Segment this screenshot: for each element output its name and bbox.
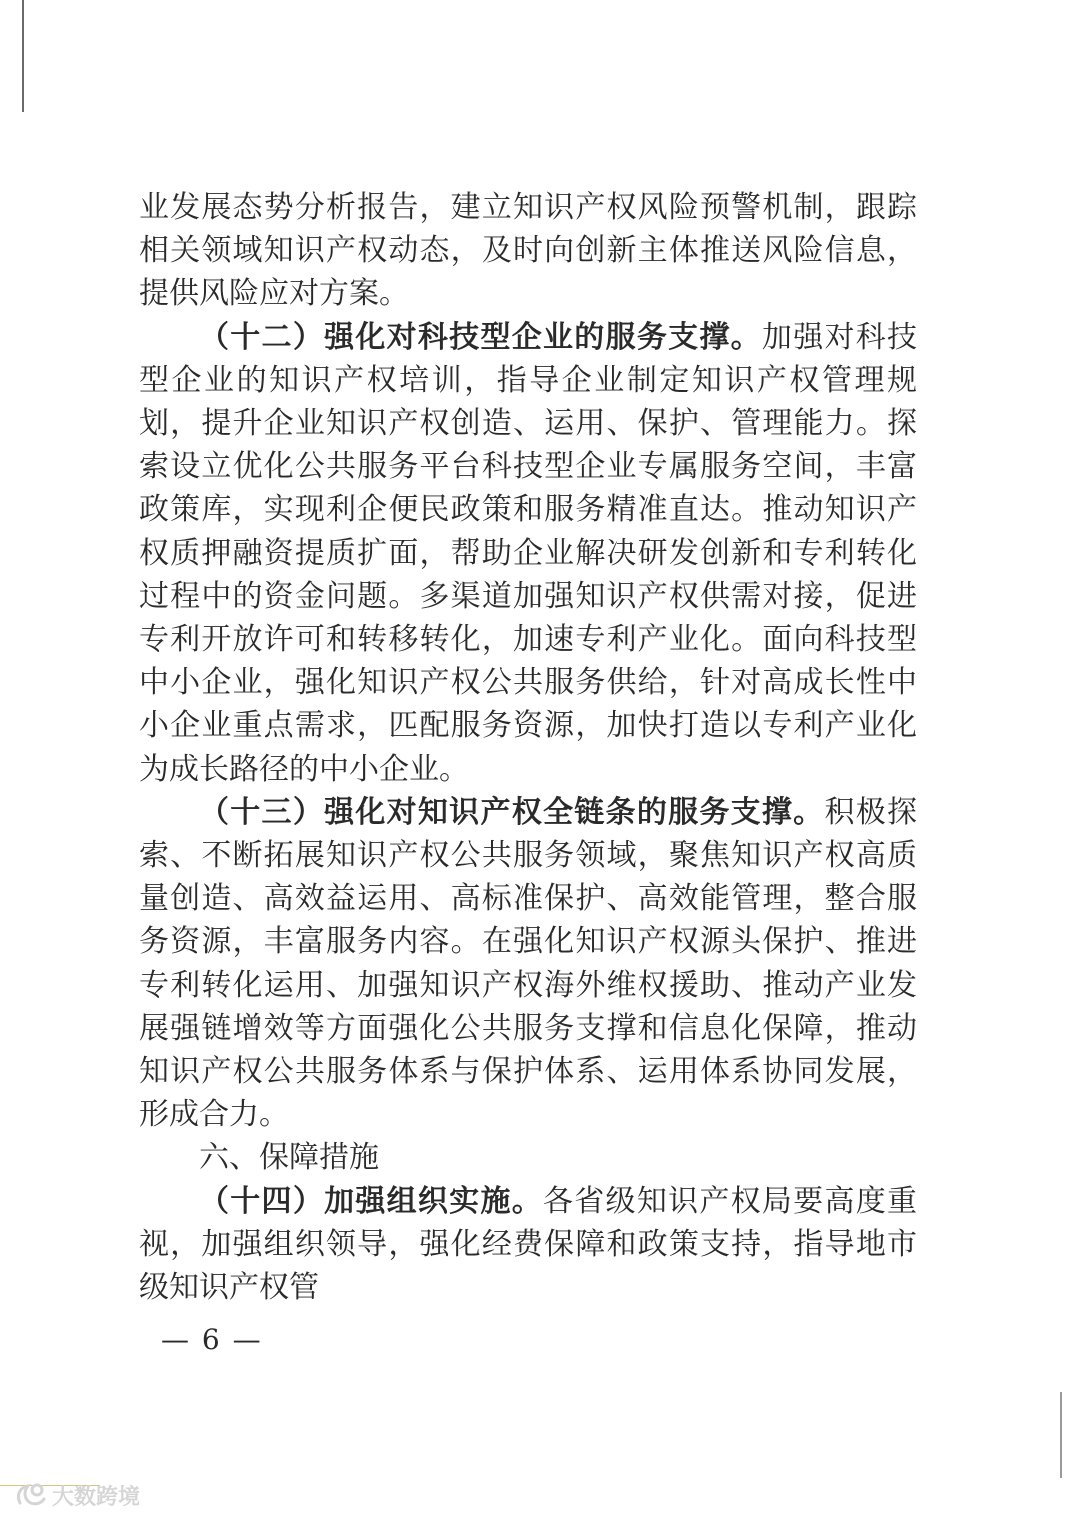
page-number: — 6 — [161, 1323, 263, 1356]
scan-edge-right [1060, 1392, 1062, 1478]
watermark-text: 大数跨境 [52, 1485, 141, 1510]
section-title: 六、保障措施 [199, 1140, 379, 1176]
paragraph-continuation [139, 186, 917, 316]
paragraph-text: 业发展态势分析报告，建立知识产权风险预警机制，跟踪相关领域知识产权动态，及时向创新主体推送风险信息，提供风险应对方案。 [139, 190, 917, 312]
logo-icon [14, 1481, 48, 1511]
scan-edge-left [22, 0, 24, 112]
paragraph-text: 积极探索、不断拓展知识产权公共服务领域，聚焦知识产权高质量创造、高效益运用、高标准保护、高效能管理，整合服务资源，丰富服务内容。在强化知识产权源头保护、推进专利转化运用、加强知识产权海外维权援助、推动产业发展强链增效等方面强化公共服务支撑和信息化保障，推动知识产权公共服务体系与保护体系、运用体系协同发展，形成合力。 [139, 794, 918, 1133]
paragraph-heading: （十四）加强组织实施。 [199, 1183, 543, 1219]
paragraph-item-13 [139, 791, 917, 1137]
paragraph-item-14 [139, 1180, 917, 1310]
watermark [14, 1480, 140, 1511]
paragraph-item-12 [139, 316, 917, 791]
paragraph-text: 各省级知识产权局要高度重视，加强组织领导，强化经费保障和政策支持，指导地市级知识产权管 [139, 1183, 917, 1306]
section-heading [139, 1136, 917, 1179]
paragraph-heading: （十三）强化对知识产权全链条的服务支撑。 [199, 794, 825, 830]
document-body [139, 186, 917, 1309]
paragraph-heading: （十二）强化对科技型企业的服务支撑。 [199, 319, 762, 355]
paragraph-text: 加强对科技型企业的知识产权培训，指导企业制定知识产权管理规划，提升企业知识产权创造、运用、保护、管理能力。探索设立优化公共服务平台科技型企业专属服务空间，丰富政策库，实现利企便民政策和服务精准直达。推动知识产权质押融资提质扩面，帮助企业解决研发创新和专利转化过程中的资金问题。多渠道加强知识产权供需对接，促进专利开放许可和转移转化，加速专利产业化。面向科技型中小企业，强化知识产权公共服务供给，针对高成长性中小企业重点需求，匹配服务资源，加快打造以专利产业化为成长路径的中小企业。 [139, 319, 918, 787]
